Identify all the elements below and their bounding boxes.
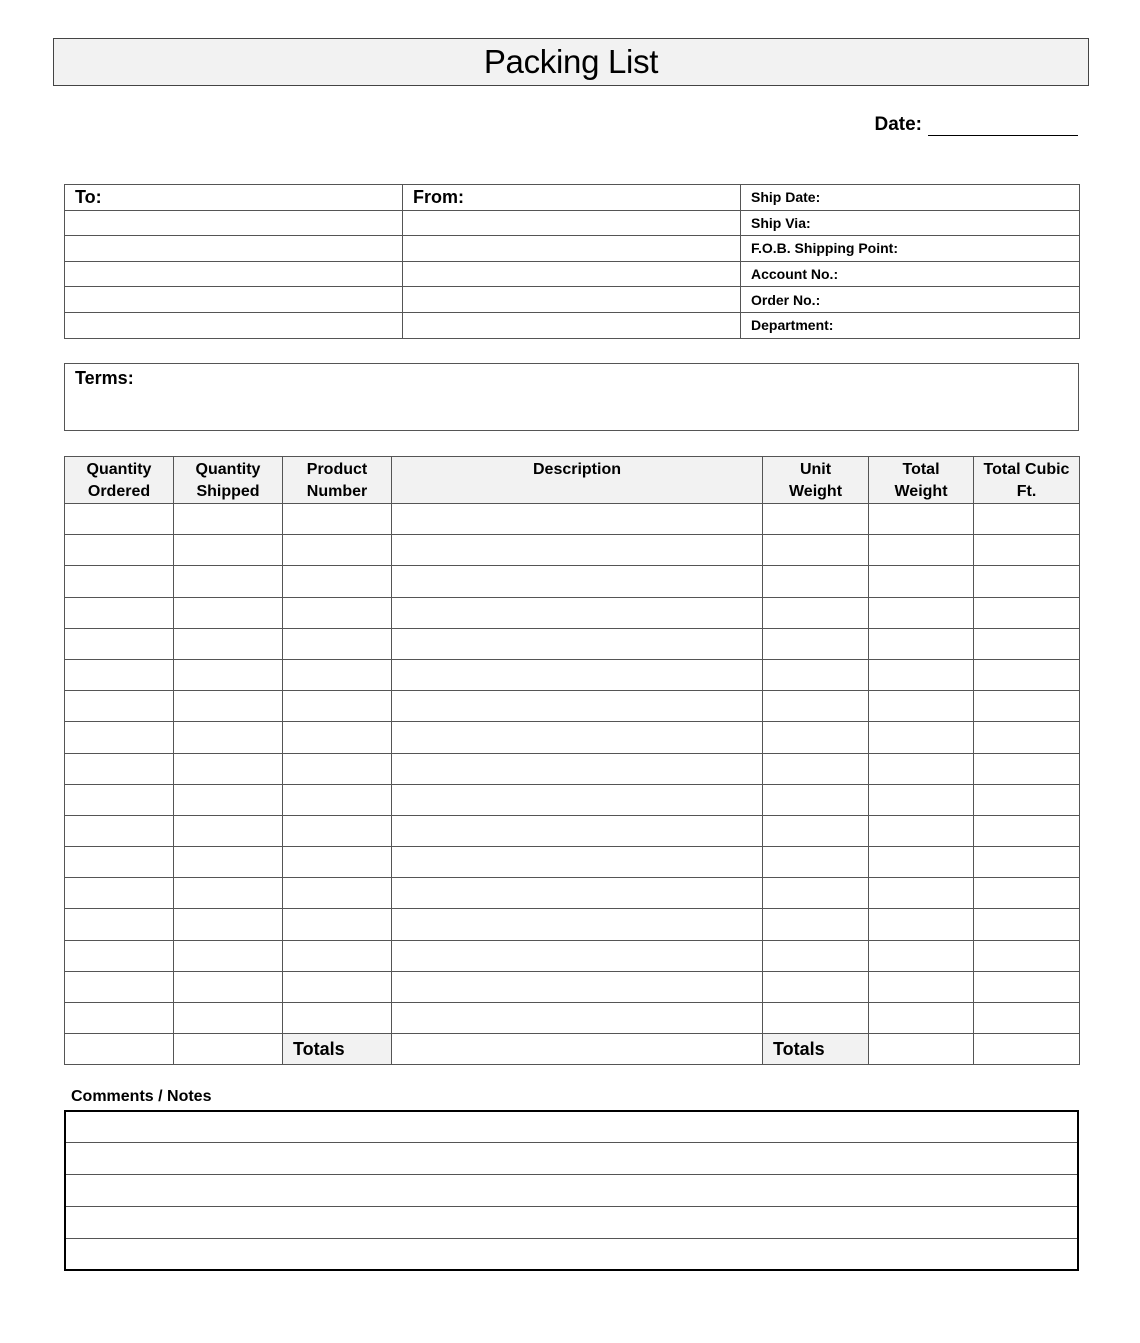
table-cell[interactable] [763, 878, 869, 909]
table-cell[interactable] [65, 1034, 174, 1065]
table-cell[interactable] [65, 535, 174, 566]
table-cell[interactable] [174, 784, 283, 815]
from-field-line[interactable] [403, 236, 741, 262]
table-cell[interactable] [869, 691, 974, 722]
table-row [65, 535, 1080, 566]
table-cell[interactable] [763, 535, 869, 566]
table-cell[interactable] [869, 597, 974, 628]
table-cell[interactable] [974, 722, 1080, 753]
table-cell[interactable] [869, 940, 974, 971]
comment-line-field[interactable] [65, 1206, 1078, 1238]
comment-line-field[interactable] [65, 1143, 1078, 1175]
table-cell[interactable] [174, 940, 283, 971]
from-field-line[interactable] [403, 261, 741, 287]
table-cell[interactable] [283, 909, 392, 940]
table-cell[interactable] [869, 722, 974, 753]
table-cell[interactable] [392, 940, 763, 971]
table-cell[interactable] [392, 1003, 763, 1034]
comment-line [65, 1238, 1078, 1270]
table-cell[interactable] [65, 722, 174, 753]
table-cell[interactable] [174, 597, 283, 628]
table-cell[interactable] [974, 940, 1080, 971]
table-row [65, 566, 1080, 597]
total-weight-cell[interactable] [869, 1034, 974, 1065]
department-label[interactable]: Department: [741, 312, 1080, 338]
table-cell[interactable] [869, 659, 974, 690]
order-no-label[interactable]: Order No.: [741, 287, 1080, 313]
table-cell[interactable] [174, 909, 283, 940]
table-cell[interactable] [869, 971, 974, 1002]
comment-line-field[interactable] [65, 1175, 1078, 1207]
table-cell[interactable] [392, 753, 763, 784]
table-cell[interactable] [392, 1034, 763, 1065]
table-cell[interactable] [283, 691, 392, 722]
address-row [65, 287, 1080, 313]
table-cell[interactable] [869, 1003, 974, 1034]
table-cell[interactable] [974, 535, 1080, 566]
table-cell[interactable] [869, 628, 974, 659]
table-cell[interactable] [65, 597, 174, 628]
table-cell[interactable] [174, 535, 283, 566]
table-cell[interactable] [65, 878, 174, 909]
table-cell[interactable] [763, 815, 869, 846]
table-cell[interactable] [174, 691, 283, 722]
comment-line [65, 1206, 1078, 1238]
table-cell[interactable] [283, 628, 392, 659]
totals-label: Totals [763, 1034, 869, 1065]
address-row [65, 236, 1080, 262]
table-cell[interactable] [974, 566, 1080, 597]
table-cell[interactable] [392, 878, 763, 909]
col-header-description: Description [392, 457, 763, 504]
col-header-total-cubic-ft: Total Cubic Ft. [974, 457, 1080, 504]
table-cell[interactable] [283, 504, 392, 535]
table-row [65, 628, 1080, 659]
table-cell[interactable] [763, 722, 869, 753]
table-cell[interactable] [392, 909, 763, 940]
table-cell[interactable] [763, 971, 869, 1002]
table-cell[interactable] [283, 847, 392, 878]
total-cubic-cell[interactable] [974, 1034, 1080, 1065]
table-cell[interactable] [174, 1034, 283, 1065]
table-cell[interactable] [974, 878, 1080, 909]
table-cell[interactable] [974, 847, 1080, 878]
address-row [65, 312, 1080, 338]
table-cell[interactable] [392, 597, 763, 628]
comment-line-field[interactable] [65, 1111, 1078, 1143]
table-cell[interactable] [174, 878, 283, 909]
table-cell[interactable] [283, 535, 392, 566]
table-cell[interactable] [869, 504, 974, 535]
table-cell[interactable] [65, 504, 174, 535]
table-cell[interactable] [974, 504, 1080, 535]
table-cell[interactable] [869, 784, 974, 815]
table-cell[interactable] [283, 659, 392, 690]
to-field-line[interactable] [65, 261, 403, 287]
table-row [65, 878, 1080, 909]
address-row [65, 210, 1080, 236]
table-row [65, 847, 1080, 878]
table-cell[interactable] [763, 940, 869, 971]
table-cell[interactable] [763, 847, 869, 878]
table-cell[interactable] [392, 566, 763, 597]
table-cell[interactable] [392, 628, 763, 659]
table-cell[interactable] [392, 659, 763, 690]
table-cell[interactable] [174, 659, 283, 690]
table-cell[interactable] [283, 815, 392, 846]
address-row [65, 261, 1080, 287]
table-cell[interactable] [65, 971, 174, 1002]
table-cell[interactable] [763, 753, 869, 784]
comment-line-field[interactable] [65, 1238, 1078, 1270]
col-header-quantity-shipped: Quantity Shipped [174, 457, 283, 504]
table-cell[interactable] [174, 722, 283, 753]
to-label: To: [65, 185, 403, 211]
table-cell[interactable] [974, 909, 1080, 940]
table-cell[interactable] [392, 722, 763, 753]
date-label: Date: [874, 114, 922, 135]
table-cell[interactable] [869, 815, 974, 846]
table-cell[interactable] [392, 504, 763, 535]
table-cell[interactable] [392, 691, 763, 722]
table-cell[interactable] [974, 597, 1080, 628]
table-row [65, 1003, 1080, 1034]
table-cell[interactable] [392, 847, 763, 878]
table-cell[interactable] [974, 784, 1080, 815]
table-row [65, 815, 1080, 846]
col-header-total-weight: Total Weight [869, 457, 974, 504]
table-cell[interactable] [974, 1003, 1080, 1034]
table-row [65, 722, 1080, 753]
from-field-line[interactable] [403, 287, 741, 313]
table-cell[interactable] [763, 784, 869, 815]
col-header-product-number: Product Number [283, 457, 392, 504]
date-input-line[interactable] [928, 115, 1078, 136]
table-cell[interactable] [65, 691, 174, 722]
table-cell[interactable] [174, 628, 283, 659]
table-row [65, 659, 1080, 690]
table-cell[interactable] [174, 753, 283, 784]
table-cell[interactable] [763, 659, 869, 690]
table-cell[interactable] [65, 784, 174, 815]
address-row [65, 185, 1080, 211]
table-cell[interactable] [974, 628, 1080, 659]
table-cell[interactable] [174, 1003, 283, 1034]
table-cell[interactable] [65, 847, 174, 878]
table-cell[interactable] [283, 940, 392, 971]
to-field-line[interactable] [65, 312, 403, 338]
comment-line [65, 1111, 1078, 1143]
table-row [65, 971, 1080, 1002]
to-field-line[interactable] [65, 236, 403, 262]
terms-label: Terms: [75, 368, 134, 388]
to-field-line[interactable] [65, 287, 403, 313]
table-cell[interactable] [869, 566, 974, 597]
table-row [65, 504, 1080, 535]
table-cell[interactable] [763, 909, 869, 940]
table-cell[interactable] [763, 566, 869, 597]
table-cell[interactable] [974, 753, 1080, 784]
table-cell[interactable] [283, 722, 392, 753]
table-cell[interactable] [283, 753, 392, 784]
table-cell[interactable] [174, 971, 283, 1002]
table-cell[interactable] [174, 815, 283, 846]
table-cell[interactable] [65, 815, 174, 846]
table-cell[interactable] [65, 753, 174, 784]
table-cell[interactable] [392, 784, 763, 815]
table-cell[interactable] [65, 659, 174, 690]
comments-label: Comments / Notes [71, 1088, 212, 1105]
comment-line [65, 1143, 1078, 1175]
table-cell[interactable] [763, 597, 869, 628]
table-cell[interactable] [869, 847, 974, 878]
table-cell[interactable] [283, 878, 392, 909]
col-header-quantity-ordered: Quantity Ordered [65, 457, 174, 504]
page-title: Packing List [53, 38, 1089, 86]
table-cell[interactable] [65, 1003, 174, 1034]
terms-box[interactable] [64, 363, 1079, 431]
table-cell[interactable] [283, 971, 392, 1002]
table-cell[interactable] [392, 971, 763, 1002]
to-field-line[interactable] [65, 210, 403, 236]
table-row [65, 691, 1080, 722]
table-cell[interactable] [869, 909, 974, 940]
table-cell[interactable] [763, 628, 869, 659]
totals-row [65, 1034, 1080, 1065]
from-field-line[interactable] [403, 210, 741, 236]
table-cell[interactable] [283, 597, 392, 628]
table-cell[interactable] [65, 566, 174, 597]
table-cell[interactable] [174, 504, 283, 535]
table-cell[interactable] [392, 815, 763, 846]
col-header-unit-weight: Unit Weight [763, 457, 869, 504]
from-field-line[interactable] [403, 312, 741, 338]
totals-label: Totals [283, 1034, 392, 1065]
table-cell[interactable] [869, 535, 974, 566]
address-table [64, 184, 1080, 339]
table-cell[interactable] [763, 504, 869, 535]
table-row [65, 784, 1080, 815]
comments-box [64, 1110, 1079, 1271]
table-cell[interactable] [392, 535, 763, 566]
table-cell[interactable] [65, 909, 174, 940]
table-cell[interactable] [974, 691, 1080, 722]
table-cell[interactable] [869, 878, 974, 909]
table-cell[interactable] [974, 659, 1080, 690]
fob-shipping-point-label[interactable]: F.O.B. Shipping Point: [741, 236, 1080, 262]
from-label: From: [403, 185, 741, 211]
table-row [65, 940, 1080, 971]
table-cell[interactable] [283, 566, 392, 597]
comment-line [65, 1175, 1078, 1207]
table-cell[interactable] [763, 1003, 869, 1034]
ship-via-label[interactable]: Ship Via: [741, 210, 1080, 236]
items-header-row [65, 457, 1080, 504]
date-field [800, 110, 1078, 136]
table-cell[interactable] [763, 691, 869, 722]
table-cell[interactable] [974, 971, 1080, 1002]
table-cell[interactable] [65, 940, 174, 971]
table-cell[interactable] [174, 566, 283, 597]
ship-date-label[interactable]: Ship Date: [741, 185, 1080, 211]
table-cell[interactable] [65, 628, 174, 659]
table-row [65, 753, 1080, 784]
table-cell[interactable] [283, 784, 392, 815]
table-cell[interactable] [283, 1003, 392, 1034]
table-cell[interactable] [174, 847, 283, 878]
table-row [65, 909, 1080, 940]
table-cell[interactable] [869, 753, 974, 784]
table-row [65, 597, 1080, 628]
items-table [64, 456, 1080, 1065]
account-no-label[interactable]: Account No.: [741, 261, 1080, 287]
table-cell[interactable] [974, 815, 1080, 846]
